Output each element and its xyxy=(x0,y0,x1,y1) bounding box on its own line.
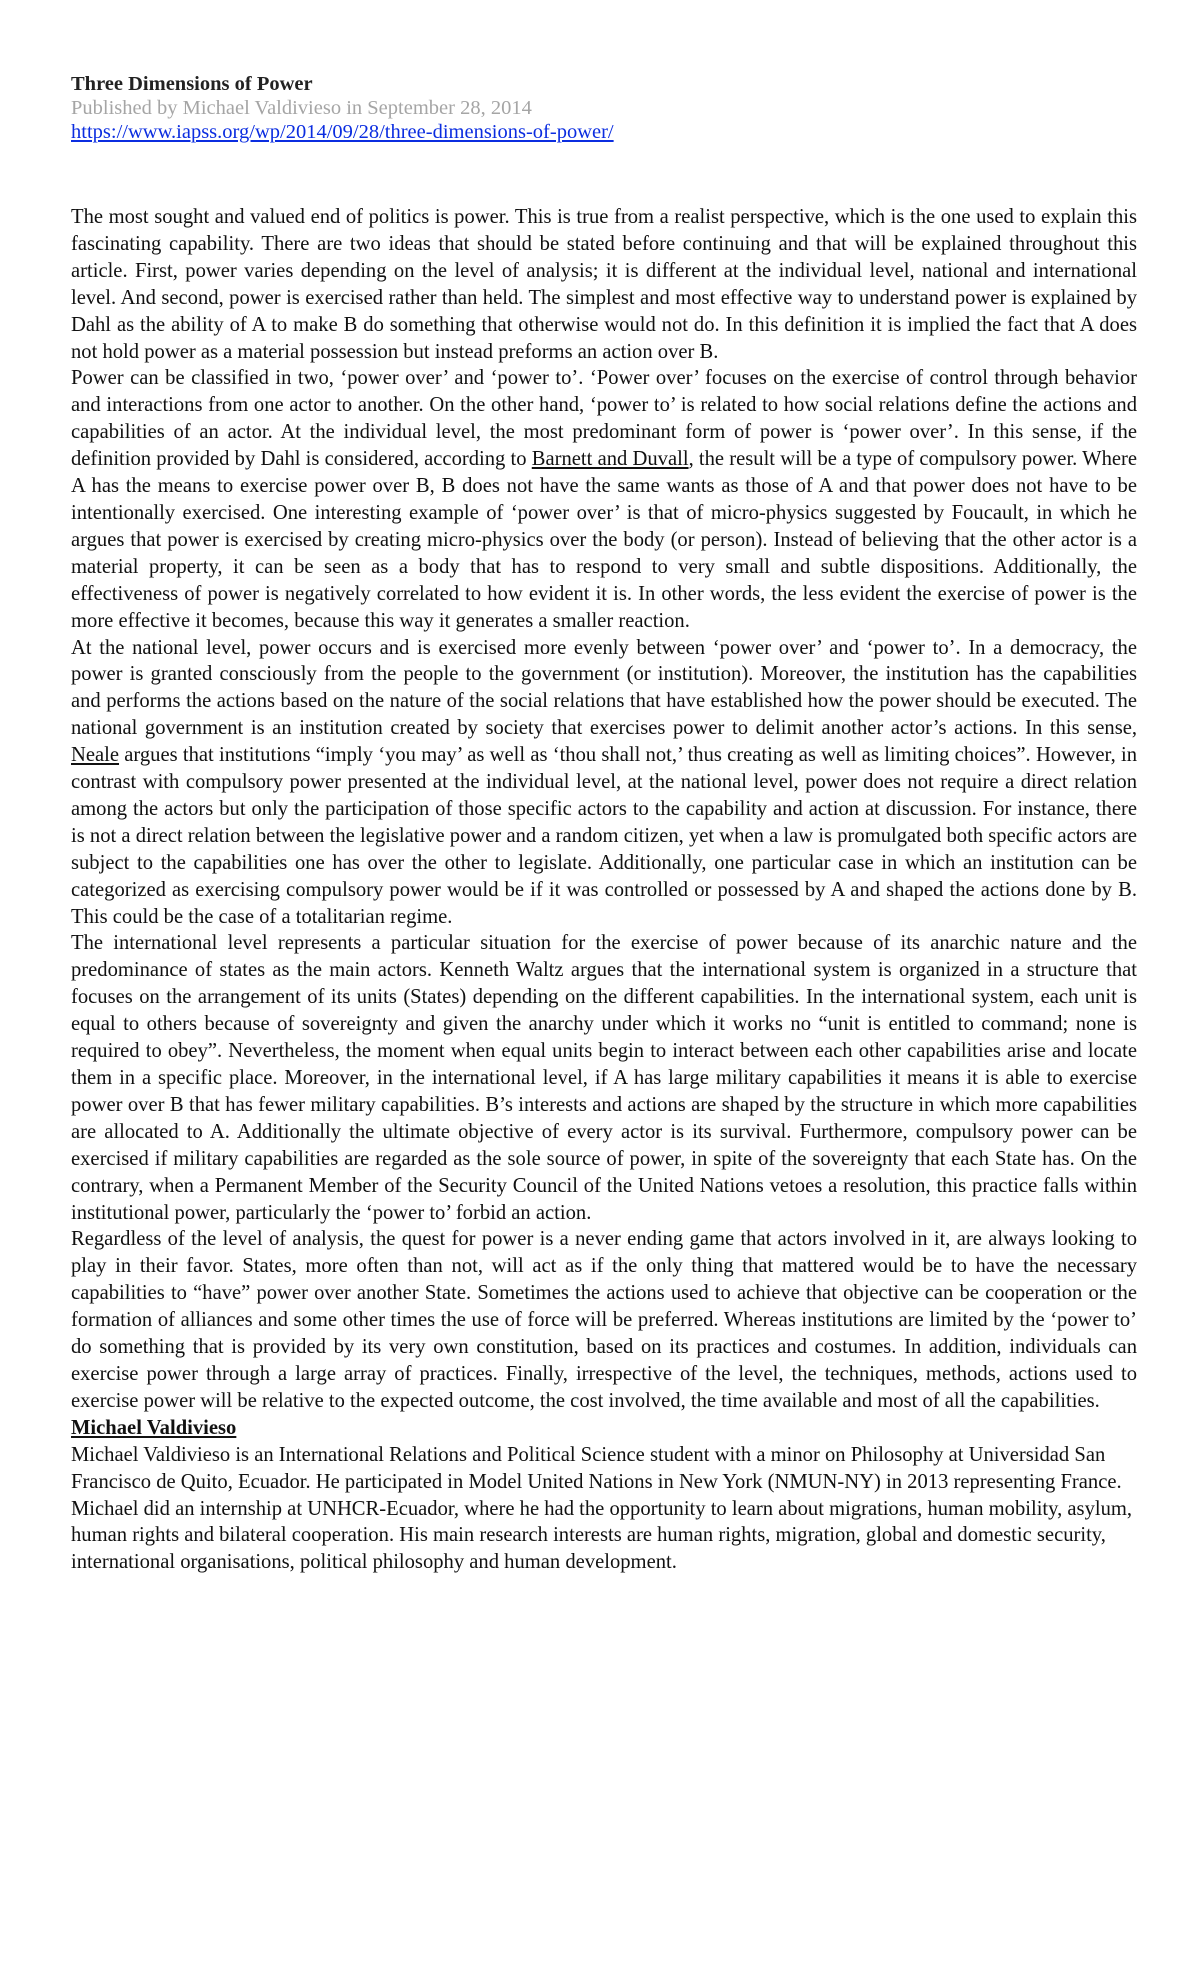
article-url-link[interactable]: https://www.iapss.org/wp/2014/09/28/three-dimensions-of-power/ xyxy=(71,121,614,143)
paragraph-national-level xyxy=(71,635,1137,931)
author-name: Michael Valdivieso xyxy=(71,1416,237,1439)
paragraph-text: argues that institutions “imply ‘you may’ as well as ‘thou shall not,’ thus creating as well as limiting choices”. However, in contrast with compulsory power presented at the individual level, at the national level, power does not require a direct relation among the actors but only the participation of those specific actors to the capability and action at discussion. For instance, there is not a direct relation between the legislative power and a random citizen, yet when a law is promulgated both specific actors are subject to the capabilities one has over the other to legislate. Additionally, one particular case in which an institution can be categorized as exercising compulsory power would be if it was controlled or possessed by A and shaped the actions done by B. This could be the case of a totalitarian regime. xyxy=(71,744,1137,928)
article-title: Three Dimensions of Power xyxy=(71,73,313,95)
paragraph-text: At the national level, power occurs and is exercised more evenly between ‘power over’ and ‘power to’. In a democracy, the power is granted consciously from the people to the government (or institution). Moreover, the institution has the capabilities and performs the actions based on the nature of the social relations that have established how the power should be executed. The national government is an institution created by society that exercises power to delimit another actor’s actions. In this sense, xyxy=(71,636,1137,740)
paragraph-conclusion: Regardless of the level of analysis, the quest for power is a never ending game that actors involved in it, are always looking to play in their favor. States, more often than not, will act as if the only thing that mattered would be to have the necessary capabilities to “have” power over another State. Sometimes the actions used to achieve that objective can be cooperation or the formation of alliances and some other times the use of force will be preferred. Whereas institutions are limited by the ‘power to’ do something that is provided by its very own constitution, based on its practices and costumes. In addition, individuals can exercise power through a large array of practices. Finally, irrespective of the level, the techniques, methods, actions used to exercise power will be relative to the expected outcome, the cost involved, the time available and most of all the capabilities. xyxy=(71,1228,1137,1412)
article-header xyxy=(71,72,1137,144)
paragraph-text: Power can be classified in two, ‘power over’ and ‘power to’. ‘Power over’ focuses on the exercise of control through behavior and interactions from one actor to another. On the other hand, ‘power to’ is related to how social relations define the actions and capabilities of an actor. At the individual level, the most predominant form of power is ‘power over’. In this sense, if the definition provided by Dahl is considered, according to xyxy=(71,367,1137,471)
author-bio: Michael Valdivieso is an International Relations and Political Science student with a minor on Philosophy at Universidad San Francisco de Quito, Ecuador. He participated in Model United Nations in New York (NMUN-NY) in 2013 representing France. Michael did an internship at UNHCR-Ecuador, where he had the opportunity to learn about migrations, human mobility, asylum, human rights and bilateral cooperation. His main research interests are human rights, migration, global and domestic security, international organisations, political philosophy and human development. xyxy=(71,1443,1133,1574)
document-page xyxy=(71,72,1137,1576)
paragraph-text: , the result will be a type of compulsory power. Where A has the means to exercise power over B, B does not have the same wants as those of A and that power does not have to be intentionally exercised. One interesting example of ‘power over’ is that of micro-physics suggested by Foucault, in which he argues that power is exercised by creating micro-physics over the body (or person). Instead of believing that the other actor is a material property, it can be seen as a body that has to respond to very small and subtle dispositions. Additionally, the effectiveness of power is negatively correlated to how evident it is. In other words, the less evident the exercise of power is the more effective it becomes, because this way it generates a smaller reaction. xyxy=(71,448,1138,632)
paragraph-individual-level xyxy=(71,365,1137,634)
article-byline: Published by Michael Valdivieso in September 28, 2014 xyxy=(71,97,532,119)
neale-link[interactable]: Neale xyxy=(71,744,120,767)
paragraph-intro: The most sought and valued end of politics is power. This is true from a realist perspective, which is the one used to explain this fascinating capability. There are two ideas that should be stated before continuing and that will be explained throughout this article. First, power varies depending on the level of analysis; it is different at the individual level, national and international level. And second, power is exercised rather than held. The simplest and most effective way to understand power is explained by Dahl as the ability of A to make B do something that otherwise would not do. In this definition it is implied the fact that A does not hold power as a material possession but instead preforms an action over B. xyxy=(71,206,1137,363)
paragraph-international-level: The international level represents a particular situation for the exercise of power because of its anarchic nature and the predominance of states as the main actors. Kenneth Waltz argues that the international system is organized in a structure that focuses on the arrangement of its units (States) depending on the different capabilities. In the international system, each unit is equal to others because of sovereignty and given the anarchy under which it works no “unit is entitled to command; none is required to obey”. Nevertheless, the moment when equal units begin to interact between each other capabilities arise and locate them in a specific place. Moreover, in the international level, if A has large military capabilities it means it is able to exercise power over B that has fewer military capabilities. B’s interests and actions are shaped by the structure in which more capabilities are allocated to A. Additionally the ultimate objective of every actor is its survival. Furthermore, compulsory power can be exercised if military capabilities are regarded as the sole source of power, in spite of the sovereignty that each State has. On the contrary, when a Permanent Member of the Security Council of the United Nations vetoes a resolution, this practice falls within institutional power, particularly the ‘power to’ forbid an action. xyxy=(71,932,1137,1224)
header-spacer xyxy=(71,144,1137,204)
barnett-duvall-link[interactable]: Barnett and Duvall xyxy=(531,448,689,471)
article-body xyxy=(71,204,1137,1415)
